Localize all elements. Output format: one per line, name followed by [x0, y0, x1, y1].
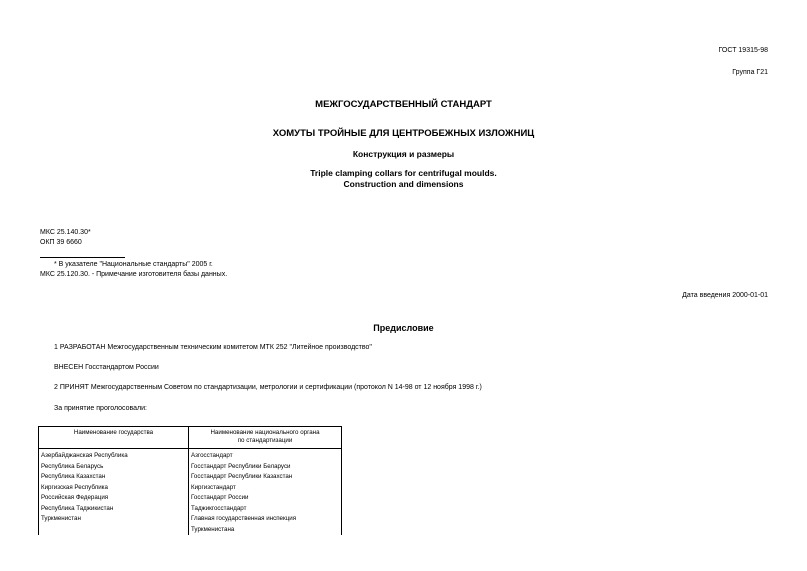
body-cell-line-2: Туркменистана — [191, 525, 235, 533]
column-header-body — [189, 427, 342, 449]
table-row — [39, 449, 342, 462]
english-subtitle: Construction and dimensions — [343, 179, 464, 189]
footnote-separator — [40, 257, 125, 258]
footnote-line-2: МКС 25.120.30. - Примечание изготовителя базы данных. — [40, 271, 228, 278]
state-cell: Туркменистан — [39, 514, 189, 535]
body-cell-line-1: Главная государственная инспекция — [191, 515, 297, 522]
table-row — [39, 504, 342, 515]
state-cell: Российская Федерация — [39, 493, 189, 504]
state-cell: Киргизская Республика — [39, 483, 189, 494]
standard-number: ГОСТ 19315-98 — [718, 47, 768, 54]
body-cell: Госстандарт Республики Казахстан — [189, 472, 342, 483]
state-cell: Республика Казахстан — [39, 472, 189, 483]
preface-paragraph-4: За принятие проголосовали: — [54, 405, 147, 412]
voting-states-table — [38, 426, 342, 535]
column-header-body-line-2: по стандартизации — [237, 437, 293, 444]
group-code: Группа Г21 — [732, 69, 768, 76]
state-cell: Азербайджанская Республика — [39, 449, 189, 462]
preface-heading: Предисловие — [373, 323, 434, 333]
table-row — [39, 514, 342, 535]
body-cell: Киргизстандарт — [189, 483, 342, 494]
table-row — [39, 483, 342, 494]
state-cell: Республика Беларусь — [39, 462, 189, 473]
table-header-row — [39, 427, 342, 449]
document-type-heading: МЕЖГОСУДАРСТВЕННЫЙ СТАНДАРТ — [315, 99, 492, 110]
table-row — [39, 493, 342, 504]
body-cell: Таджикгосстандарт — [189, 504, 342, 515]
state-cell: Республика Таджикистан — [39, 504, 189, 515]
preface-paragraph-1: 1 РАЗРАБОТАН Межгосударственным техническим комитетом МТК 252 "Литейное производство" — [54, 344, 372, 351]
body-cell: Госстандарт Республики Беларуси — [189, 462, 342, 473]
document-title: ХОМУТЫ ТРОЙНЫЕ ДЛЯ ЦЕНТРОБЕЖНЫХ ИЗЛОЖНИЦ — [272, 128, 535, 139]
mks-code: МКС 25.140.30* — [40, 229, 91, 236]
okp-code: ОКП 39 6660 — [40, 239, 82, 246]
preface-paragraph-2: ВНЕСЕН Госстандартом России — [54, 364, 159, 371]
document-subtitle: Конструкция и размеры — [352, 149, 455, 159]
table-row — [39, 462, 342, 473]
column-header-body-line-1: Наименование национального органа — [210, 429, 320, 436]
table-row — [39, 472, 342, 483]
introduction-date: Дата введения 2000-01-01 — [682, 292, 768, 299]
body-cell: Госстандарт России — [189, 493, 342, 504]
preface-paragraph-3: 2 ПРИНЯТ Межгосударственным Советом по стандартизации, метрологии и сертификации (протокол N 14-98 от 12 ноября 1998 г.) — [54, 384, 482, 391]
footnote-line-1: * В указателе "Национальные стандарты" 2005 г. — [54, 261, 213, 268]
body-cell: Азгосстандарт — [189, 449, 342, 462]
english-title: Triple clamping collars for centrifugal moulds. — [310, 168, 497, 178]
column-header-state: Наименование государства — [39, 427, 189, 449]
body-cell — [189, 514, 342, 535]
